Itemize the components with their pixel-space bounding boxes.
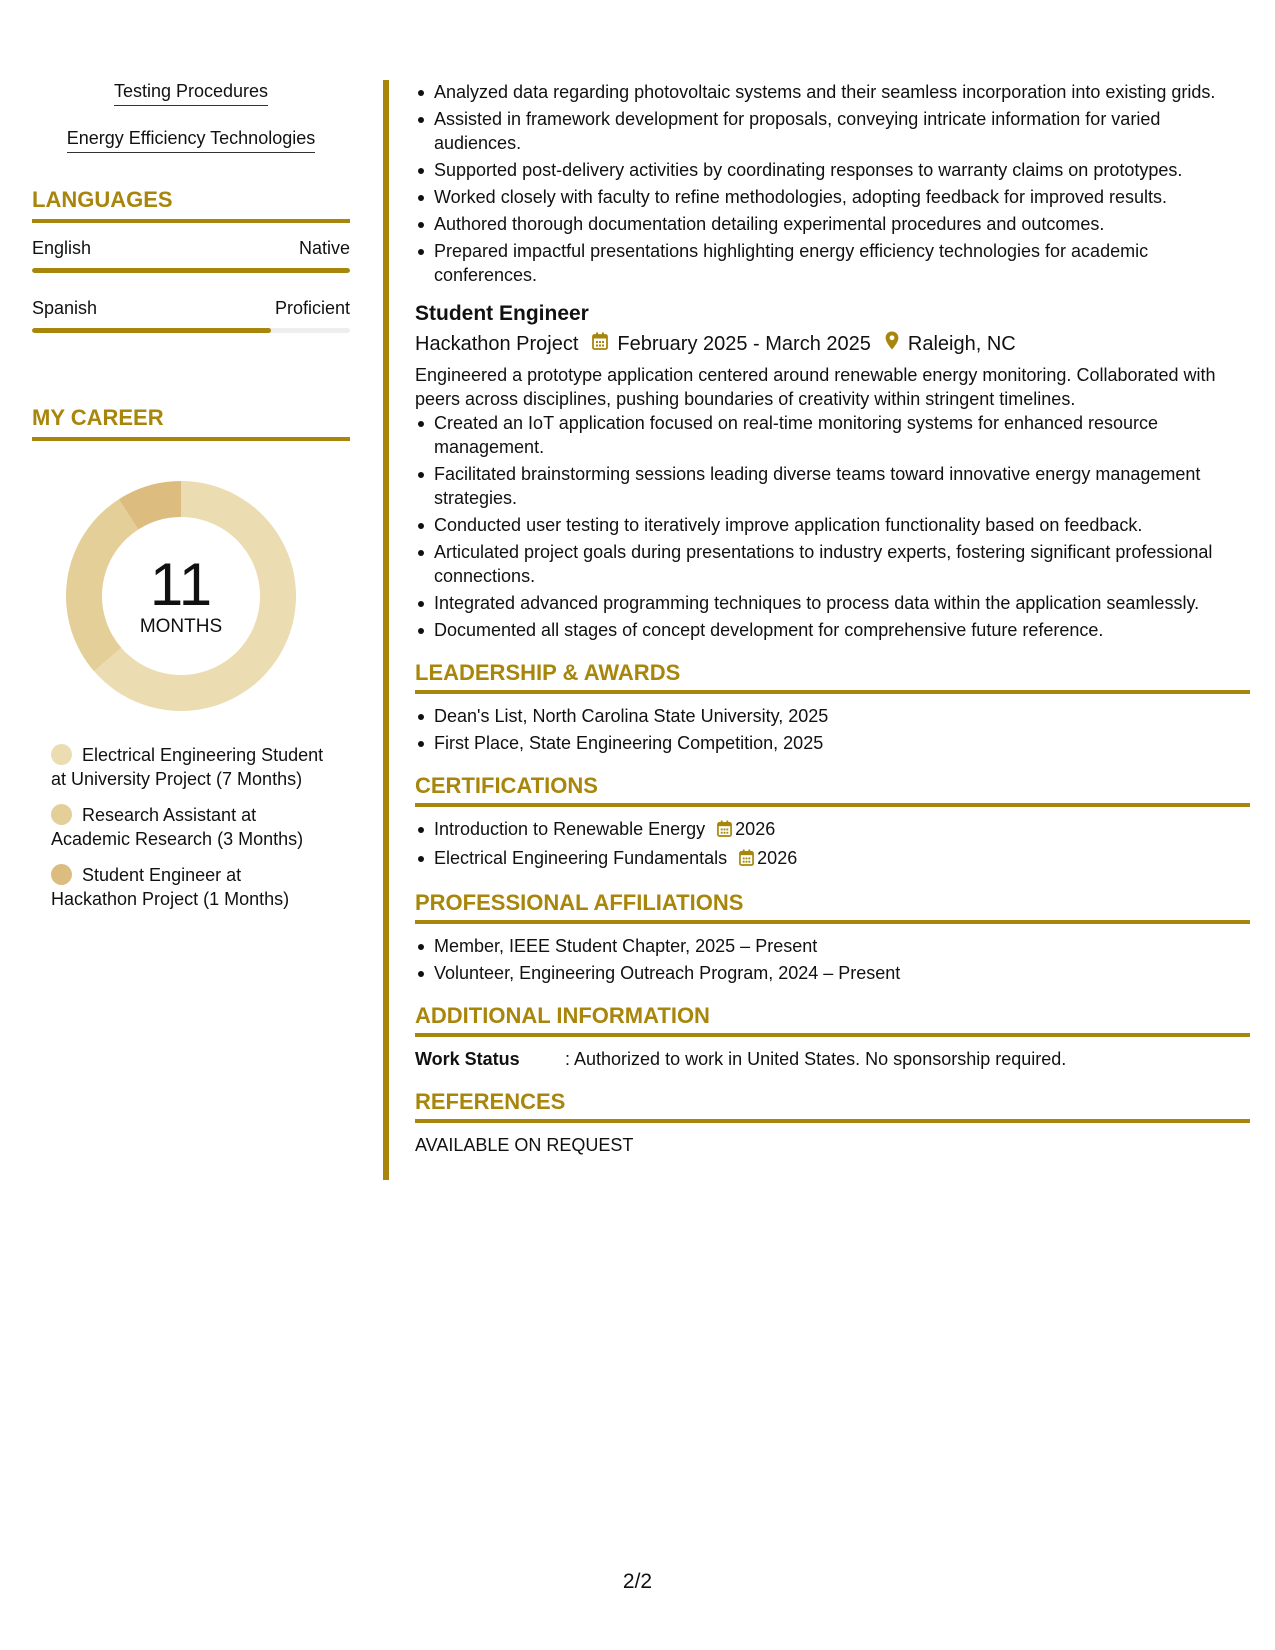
language-proficiency-bar [32, 268, 350, 273]
list-item: Dean's List, North Carolina State University, 2025 [415, 704, 1250, 728]
job-location: Raleigh, NC [907, 333, 1016, 355]
certification-name: Electrical Engineering Fundamentals [434, 848, 728, 868]
skill-tag [32, 80, 350, 106]
calendar-icon [739, 848, 754, 872]
list-item: Volunteer, Engineering Outreach Program, 2024 – Present [415, 961, 1250, 985]
work-status-label: Work Status [415, 1049, 520, 1069]
list-item: Facilitated brainstorming sessions leading diverse teams toward innovative energy management strategies. [415, 462, 1250, 510]
job-title: Student Engineer [415, 302, 589, 325]
career-legend-label: Student Engineer at Hackathon Project (1 Months) [51, 865, 290, 909]
page-number: 2/2 [622, 1570, 653, 1593]
main-column [415, 80, 1250, 1157]
language-spanish [32, 297, 350, 333]
career-legend-label: Electrical Engineering Student at University Project (7 Months) [51, 745, 324, 789]
languages-heading: LANGUAGES [32, 187, 350, 223]
job-description: Engineered a prototype application centered around renewable energy monitoring. Collaborated with peers across disciplines, pushing boundaries of creativity within stringent timelines. [415, 365, 1216, 409]
references-text: AVAILABLE ON REQUEST [415, 1135, 634, 1155]
list-item: Supported post-delivery activities by coordinating responses to warranty claims on prototypes. [415, 158, 1250, 182]
list-item: Articulated project goals during presentations to industry experts, fostering significant professional connections. [415, 540, 1250, 588]
language-level: Native [298, 238, 350, 258]
language-proficiency-fill [32, 328, 271, 333]
skill-label: Energy Efficiency Technologies [67, 127, 315, 153]
career-legend-item [51, 743, 331, 791]
career-legend-label: Research Assistant at Academic Research (3 Months) [51, 805, 304, 849]
calendar-icon [592, 331, 608, 357]
career-legend-item [51, 803, 331, 851]
certification-name: Introduction to Renewable Energy [434, 819, 706, 839]
certifications-heading: CERTIFICATIONS [415, 773, 1250, 807]
list-item: Analyzed data regarding photovoltaic systems and their seamless incorporation into existing grids. [415, 80, 1250, 104]
list-item: Conducted user testing to iteratively improve application functionality based on feedback. [415, 513, 1250, 537]
sidebar [32, 80, 350, 923]
certification-item [415, 817, 1250, 843]
job-meta [415, 331, 1250, 357]
certification-year: 2026 [735, 819, 776, 839]
legend-dot-icon [51, 864, 72, 885]
career-legend-item [51, 863, 331, 911]
map-pin-icon [885, 331, 899, 357]
column-divider [383, 80, 389, 1180]
language-name: English [32, 238, 92, 258]
list-item: Prepared impactful presentations highlighting energy efficiency technologies for academic conferences. [415, 239, 1250, 287]
certifications-list [415, 817, 1250, 872]
list-item: Assisted in framework development for proposals, conveying intricate information for varied audiences. [415, 107, 1250, 155]
legend-dot-icon [51, 744, 72, 765]
career-heading: MY CAREER [32, 405, 350, 441]
skill-tag [32, 127, 350, 153]
career-legend [51, 743, 331, 911]
leadership-heading: LEADERSHIP & AWARDS [415, 660, 1250, 694]
language-name: Spanish [32, 298, 98, 318]
certification-year: 2026 [757, 848, 798, 868]
list-item: First Place, State Engineering Competition, 2025 [415, 731, 1250, 755]
list-item: Worked closely with faculty to refine methodologies, adopting feedback for improved results. [415, 185, 1250, 209]
additional-info-heading: ADDITIONAL INFORMATION [415, 1003, 1250, 1037]
references-heading: REFERENCES [415, 1089, 1250, 1123]
job-bullets [415, 411, 1250, 642]
language-level: Proficient [274, 298, 350, 318]
language-proficiency-fill [32, 268, 350, 273]
career-donut-chart [66, 481, 296, 711]
job-company: Hackathon Project [415, 333, 579, 355]
list-item: Integrated advanced programming techniques to process data within the application seamlessly. [415, 591, 1250, 615]
list-item: Authored thorough documentation detailing experimental procedures and outcomes. [415, 212, 1250, 236]
career-donut-center [66, 481, 296, 711]
work-status-value: : Authorized to work in United States. No sponsorship required. [565, 1049, 1067, 1069]
language-english [32, 237, 350, 273]
career-total-number: 11 [149, 551, 213, 618]
certification-item [415, 846, 1250, 872]
list-item: Created an IoT application focused on real-time monitoring systems for enhanced resource management. [415, 411, 1250, 459]
list-item: Documented all stages of concept development for comprehensive future reference. [415, 618, 1250, 642]
affiliations-list [415, 934, 1250, 985]
legend-dot-icon [51, 804, 72, 825]
previous-job-bullets [415, 80, 1250, 287]
leadership-list [415, 704, 1250, 755]
language-proficiency-bar [32, 328, 350, 333]
skill-label: Testing Procedures [114, 80, 268, 106]
work-status-row [415, 1047, 1250, 1071]
list-item: Member, IEEE Student Chapter, 2025 – Present [415, 934, 1250, 958]
career-total-label: MONTHS [139, 616, 223, 637]
affiliations-heading: PROFESSIONAL AFFILIATIONS [415, 890, 1250, 924]
calendar-icon [717, 819, 732, 843]
job-dates: February 2025 - March 2025 [617, 333, 871, 355]
